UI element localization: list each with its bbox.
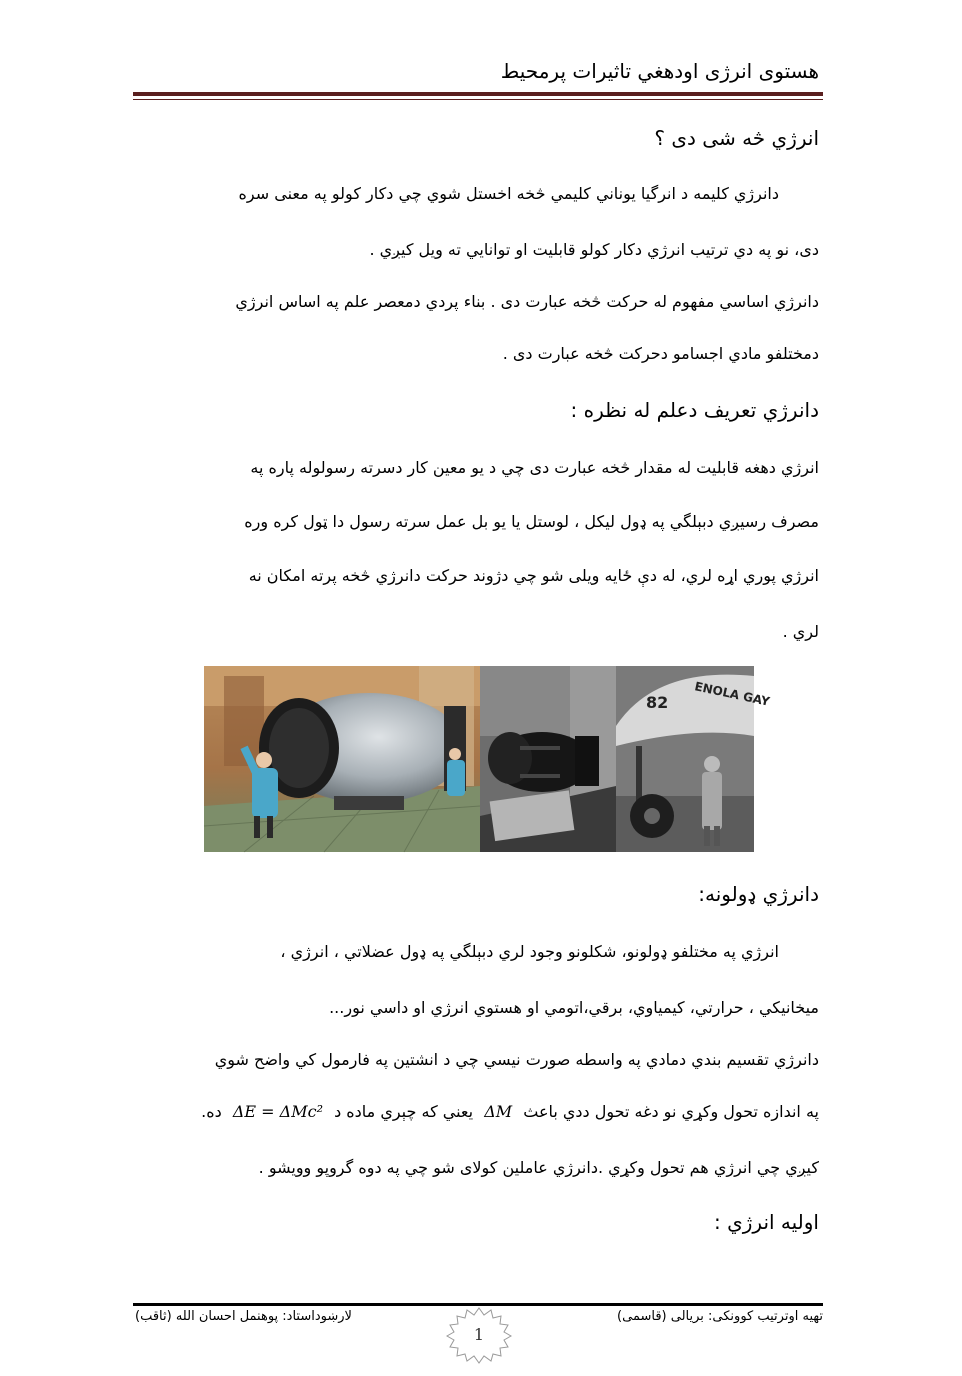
little-boy-bomb-photo	[480, 666, 616, 852]
section-heading-primary-energy: اوليه انرژي :	[714, 1210, 819, 1234]
line-text: انرژي په مختلفو ډولونو، شكلونو وجود لري دبېلگي په ډول عضلاتي ، انرژي ،	[280, 942, 779, 961]
photo-strip	[204, 666, 771, 852]
running-header: هستوی انرژی اودهغي تاثيرات پرمحيط	[500, 59, 819, 83]
paragraph-line	[129, 182, 819, 206]
bomb-hall-photo	[204, 666, 480, 852]
header-rule	[133, 92, 823, 96]
einstein-formula: ΔE = ΔMc²	[232, 1102, 323, 1121]
enola-gay-nose-text: ENOLA GAY	[693, 679, 771, 709]
aircraft-number: 82	[646, 693, 669, 712]
paragraph-line: انرژي دهغه قابليت له مقدار څخه عبارت دی چي د يو معين كار دسرته رسولوله پاره په	[250, 458, 819, 477]
line-text: ميخانيكي ، حرارتي، كيمياوي، برقي،اتومي او هستوي انرژي او داسي نور...	[329, 998, 819, 1017]
paragraph-line: دانرژي تقسيم بندي دمادي په واسطه صورت نيسي چي د انشتين په فارمول كي واضح شوي	[214, 1050, 819, 1069]
paragraph-line: مصرف رسيږي دبېلگي په ډول ليكل ، لوستل يا يو بل عمل سرته رسول دا ټول كره وره	[244, 512, 819, 531]
paragraph-line	[129, 996, 819, 1020]
delta-m-symbol: ΔM	[484, 1102, 513, 1121]
paragraph-line: انرژي پوري اړه لري، له دې ځايه ويلی شو چي دژوند حركت دانرژي څخه پرته امكان نه	[248, 566, 819, 585]
enola-gay-photo	[616, 666, 771, 852]
footer-supervisor: لارښوداستاد: پوهنمل احسان الله (ثاقب)	[135, 1309, 352, 1324]
paragraph-line: دمختلفو مادي اجسامو دحركت څخه عبارت دی .	[502, 344, 819, 363]
header-rule-thin	[133, 99, 823, 100]
page-number: 1	[473, 1324, 485, 1344]
formula-prefix: ده.	[201, 1102, 222, 1121]
section-heading-definition: دانرژي تعريف دعلم له نظره :	[570, 398, 819, 422]
paragraph-line: دانرژي اساسي مفهوم له حركت څخه عبارت دی . بناء پردي دمعصر علم په اساس انرژي	[235, 292, 819, 311]
formula-suffix: په اندازه تحول وكړي نو دغه تحول ددي باعث	[523, 1102, 819, 1121]
footer-prepared-by: تهيه اوترتيب كوونكی: بريالی (قاسمی)	[617, 1309, 823, 1324]
section-heading-types: دانرژي ډولونه:	[698, 882, 819, 906]
line-text: دانرژي كليمه د انرگيا يوناني كليمي څخه اخستل شوي چي دكار كولو په معنی سره	[238, 184, 779, 203]
section-heading-what-is-energy: انرژي څه شی دی ؟	[654, 126, 819, 150]
paragraph-line: لري .	[782, 622, 819, 641]
formula-line	[129, 1100, 819, 1124]
formula-middle: يعني كه چېري ماده د	[334, 1102, 474, 1121]
paragraph-line: دی، نو په دي ترتيب انرژي دكار كولو قابليت او توانايي ته ويل كيږي .	[369, 240, 819, 259]
paragraph-line	[129, 940, 819, 964]
paragraph-line: كيږي چي انرژي هم تحول وكړي .دانرژي عاملين كولای شو چي په دوه گروپو وويشو .	[258, 1158, 819, 1177]
